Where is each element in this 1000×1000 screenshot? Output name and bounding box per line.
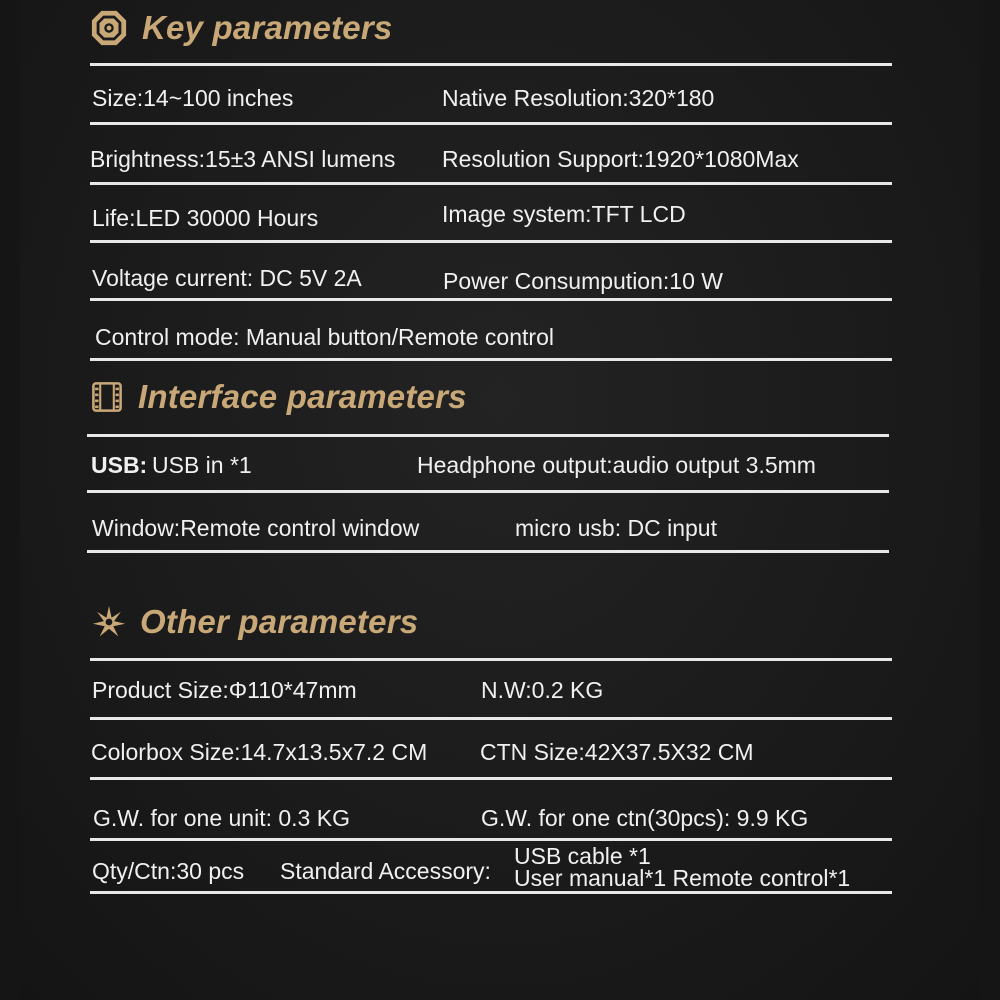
right-border [980, 0, 1000, 1000]
spec-voltage-current: Voltage current: DC 5V 2A [92, 265, 362, 291]
spec-micro-usb: micro usb: DC input [515, 515, 717, 541]
spec-life: Life:LED 30000 Hours [92, 205, 319, 231]
spec-headphone-output: Headphone output:audio output 3.5mm [417, 452, 816, 478]
spec-colorbox-size: Colorbox Size:14.7x13.5x7.2 CM [91, 739, 428, 765]
spec-brightness: Brightness:15±3 ANSI lumens [90, 146, 396, 172]
spec-gross-weight-unit: G.W. for one unit: 0.3 KG [93, 805, 350, 831]
spec-gross-weight-ctn: G.W. for one ctn(30pcs): 9.9 KG [481, 805, 809, 831]
left-border [0, 0, 20, 1000]
divider [90, 122, 892, 125]
divider [90, 777, 892, 780]
spec-product-size: Product Size:Φ110*47mm [92, 677, 357, 703]
spec-ctn-size: CTN Size:42X37.5X32 CM [480, 739, 754, 765]
spec-native-resolution: Native Resolution:320*180 [442, 85, 715, 111]
film-strip-icon [90, 380, 124, 414]
star-burst-icon [92, 605, 126, 639]
divider [90, 891, 892, 894]
spec-resolution-support: Resolution Support:1920*1080Max [442, 146, 799, 172]
interface-parameters-heading [90, 378, 467, 416]
key-parameters-heading [90, 9, 392, 47]
divider [90, 63, 892, 66]
divider [90, 658, 892, 661]
interface-parameters-title: Interface parameters [138, 378, 467, 415]
divider [90, 838, 892, 841]
octagon-target-icon [90, 9, 128, 47]
divider [90, 240, 892, 243]
spec-net-weight: N.W:0.2 KG [481, 677, 604, 703]
divider [90, 182, 892, 185]
spec-usb-label: USB: [91, 452, 148, 478]
divider [90, 358, 892, 361]
spec-usb-value: USB in *1 [152, 452, 252, 478]
divider [90, 717, 892, 720]
spec-control-mode: Control mode: Manual button/Remote control [95, 324, 554, 350]
spec-window: Window:Remote control window [92, 515, 420, 541]
divider [87, 434, 889, 437]
divider [87, 550, 889, 553]
other-parameters-heading [92, 603, 418, 641]
spec-size: Size:14~100 inches [92, 85, 294, 111]
spec-qty-ctn: Qty/Ctn:30 pcs [92, 858, 245, 884]
spec-image-system: Image system:TFT LCD [442, 201, 686, 227]
other-parameters-title: Other parameters [140, 603, 419, 640]
key-parameters-title: Key parameters [142, 9, 393, 46]
spec-accessory-manual-remote: User manual*1 Remote control*1 [514, 865, 851, 891]
divider [87, 490, 889, 493]
spec-standard-accessory-label: Standard Accessory: [280, 858, 491, 884]
spec-power-consumption: Power Consumpution:10 W [443, 268, 723, 294]
divider [90, 298, 892, 301]
spec-accessory-usb-cable: USB cable *1 [514, 843, 651, 869]
